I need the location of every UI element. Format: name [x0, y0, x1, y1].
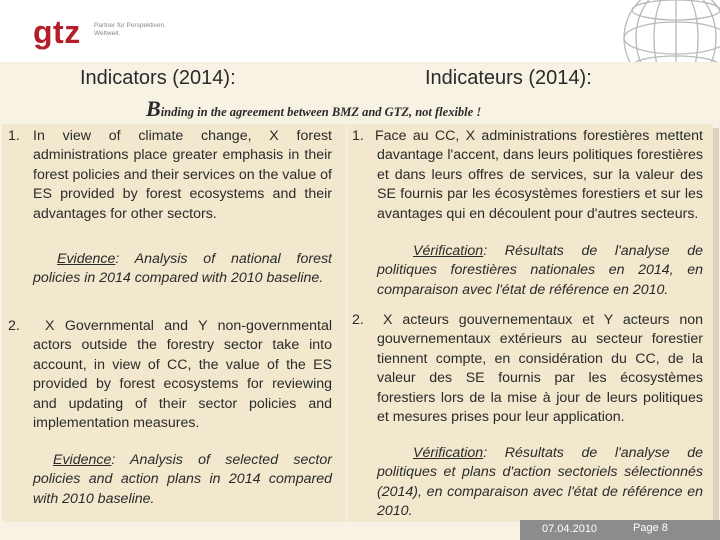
evidence-1-fr: Vérification: Résultats de l'analyse de politiques forestières nationales en 2014, en comparaison avec l'état de référence en 2010. — [377, 243, 703, 298]
footer-date: 07.04.2010 — [542, 523, 598, 535]
binding-note: Binding in the agreement between BMZ and GTZ, not flexible ! — [146, 96, 482, 121]
gtz-logo: gtz — [33, 14, 81, 50]
item-number: 1. — [8, 128, 20, 144]
indicator-2-en: X Governmental and Y non-governmental actors outside the forestry sector take into account, in view of CC, the value of the ES provided by forest ecosystems for reviewing and updating of their sector policies and implementation measures. — [33, 318, 332, 432]
title-french: Indicateurs (2014): — [425, 67, 592, 89]
item-number: 2. — [8, 318, 20, 334]
evidence-2-fr: Vérification: Résultats de l'analyse de politiques et plans d'action sectoriels sélectionnés (2014), en comparaison avec l'état de référence en 2010. — [377, 445, 703, 520]
evidence-1-en: Evidence: Analysis of national forest policies in 2014 compared with 2010 baseline. — [33, 251, 332, 287]
footer-page-number: Page 8 — [633, 522, 668, 534]
logo-tagline: Partner für Perspektiven. Weltweit. — [94, 22, 166, 37]
header — [0, 0, 720, 62]
evidence-2-en: Evidence: Analysis of selected sector policies and action plans in 2014 compared with 2010 baseline. — [33, 452, 332, 507]
item-number: 1. — [352, 128, 364, 144]
item-number: 2. — [352, 312, 364, 328]
title-english: Indicators (2014): — [80, 67, 236, 89]
indicator-1-fr: Face au CC, X administrations forestières mettent davantage l'accent, dans leurs politiques forestières et dans leurs offres de services, sur la valeur des SE fournis par les écosystèmes forestiers et sur les avantages qui en découlent pour d'autres secteurs. — [375, 128, 703, 222]
indicator-2-fr: X acteurs gouvernementaux et Y acteurs non gouvernementaux extérieurs au secteur forestier tiennent compte, en considération du CC, de la valeur des SE fournis par les écosystèmes forestiers lors de la mise à jour de leurs politiques et mesures prises pour leur application. — [377, 312, 703, 426]
indicator-1-en: In view of climate change, X forest administrations place greater emphasis in their forest policies and their services on the value of ES provided by forest ecosystems and their advantages for other sectors. — [33, 128, 332, 222]
